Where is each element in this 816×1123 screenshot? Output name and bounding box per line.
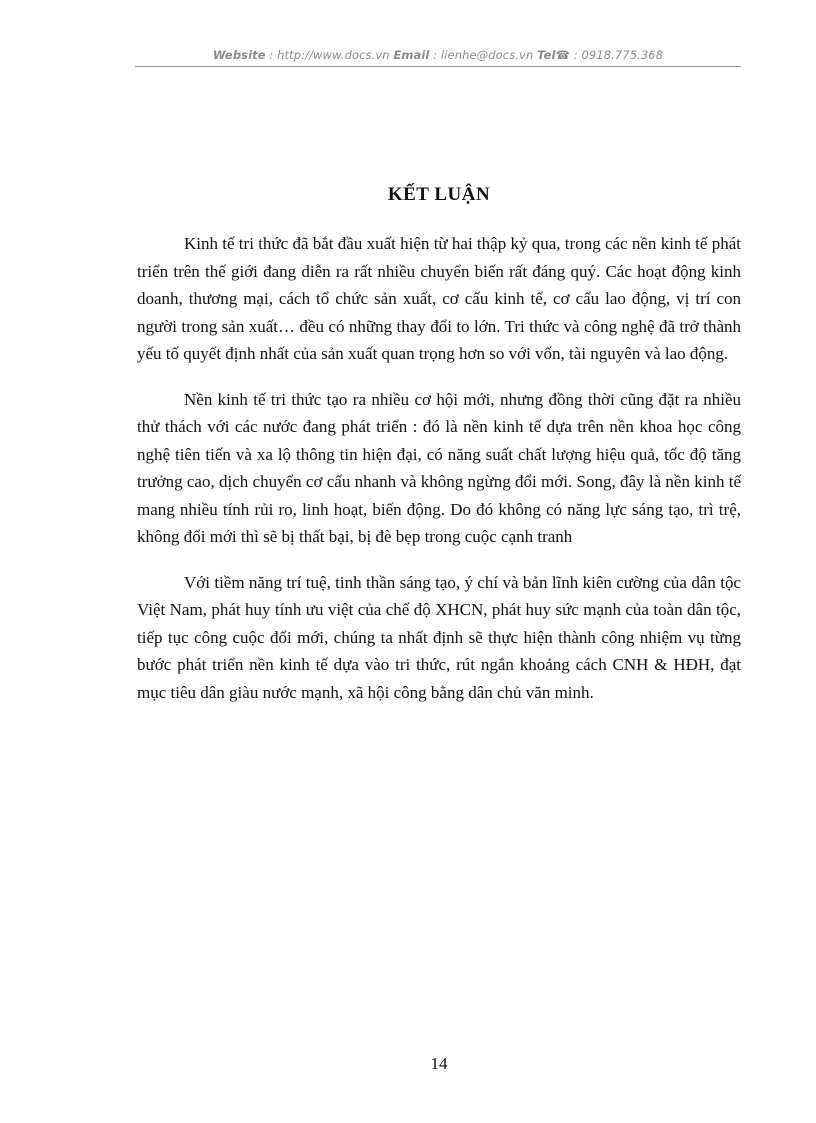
page-title: KẾT LUẬN	[387, 184, 491, 205]
phone-icon: ☎	[555, 48, 570, 62]
paragraph-2: Nền kinh tế tri thức tạo ra nhiều cơ hội mới, nhưng đồng thời cũng đặt ra nhiều thử thách với các nước đang phát triển : đó là nền kinh tế dựa trên nền khoa học công nghệ tiên tiến và xa lộ thông tin hiện đại, có năng suất chất lượng hiệu quả, tốc độ tăng trưởng cao, dịch chuyển cơ cấu nhanh và không ngừng đổi mới. Song, đây là nền kinh tế mang nhiều tính rủi ro, linh hoạt, biến động. Do đó không có năng lực sáng tạo, trì trệ, không đổi mới thì sẽ bị thất bại, bị đè bẹp trong cuộc cạnh tranh	[137, 389, 741, 546]
page-number: 14	[430, 1054, 448, 1073]
email-value: : lienhe@docs.vn	[429, 48, 538, 62]
website-value: : http://www.docs.vn	[265, 48, 394, 62]
page-header	[135, 48, 741, 62]
tel-label: Tel	[537, 48, 556, 62]
website-label: Website	[212, 48, 266, 62]
header-divider	[135, 66, 741, 67]
document-body	[137, 230, 741, 724]
email-label: Email	[393, 48, 430, 62]
paragraph-3: Với tiềm năng trí tuệ, tinh thần sáng tạo, ý chí và bản lĩnh kiên cường của dân tộc Việt Nam, phát huy tính ưu việt của chế độ XHCN, phát huy sức mạnh của toàn dân tộc, tiếp tục công cuộc đổi mới, chúng ta nhất định sẽ thực hiện thành công nhiệm vụ từng bước phát triển nền kinh tế dựa vào tri thức, rút ngắn khoảng cách CNH & HĐH, đạt mục tiêu dân giàu nước mạnh, xã hội công bằng dân chủ văn minh.	[137, 572, 741, 702]
paragraph-1: Kinh tế tri thức đã bắt đầu xuất hiện từ hai thập kỷ qua, trong các nền kinh tế phát triển trên thế giới đang diễn ra rất nhiều chuyển biến rất đáng quý. Các hoạt động kinh doanh, thương mại, cách tổ chức sản xuất, cơ cấu kinh tế, cơ cấu lao động, vị trí con người trong sản xuất… đều có những thay đổi to lớn. Tri thức và công nghệ đã trở thành yếu tố quyết định nhất của sản xuất quan trọng hơn so với vốn, tài nguyên và lao động.	[137, 234, 741, 363]
tel-value: : 0918.775.368	[569, 48, 664, 62]
